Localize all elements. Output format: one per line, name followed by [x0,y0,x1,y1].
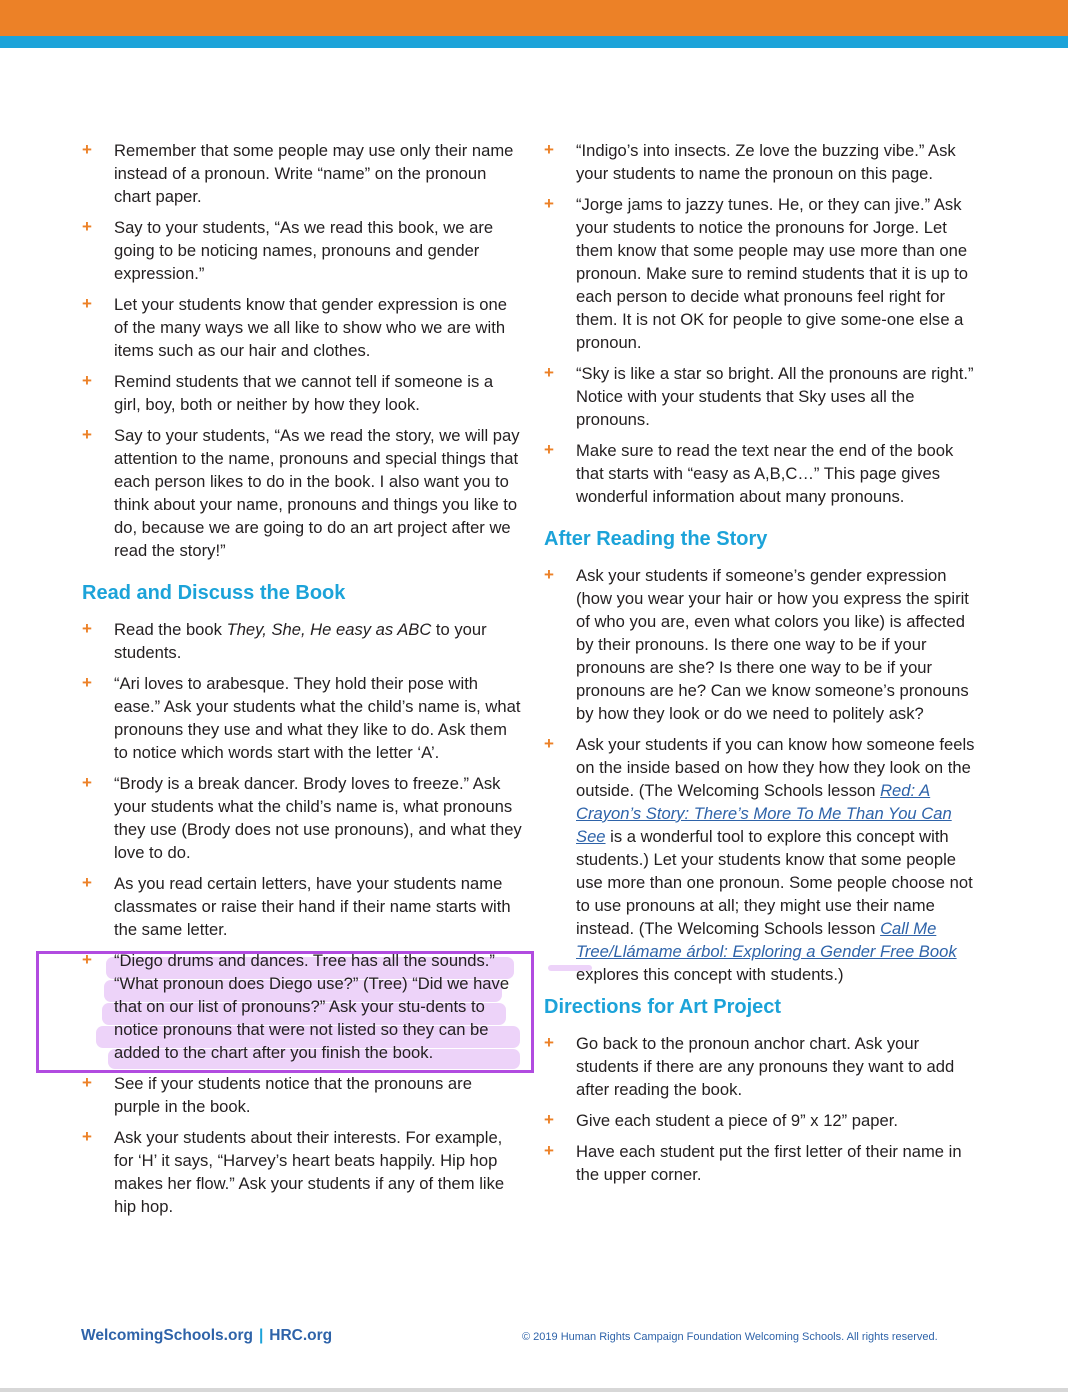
list-item: + Say to your students, “As we read the story, we will pay attention to the name, pronouns and special things that each person likes to do in the book. I also want you to think about your name, pronouns and things you like to do, because we are going to do an art project after we read the story!” [82,425,520,560]
header-blue-band [0,36,1068,48]
list-item: + As you read certain letters, have your students name classmates or raise their hand if their name starts with the same letter. [82,873,511,939]
highlight-annotation-box [36,951,534,1073]
right-column [544,139,976,1194]
plus-bullet-icon: + [82,1073,92,1092]
list-item: + “Indigo’s into insects. Ze love the buzzing vibe.” Ask your students to name the pronoun on this page. [544,140,956,183]
list-item: + Ask your students if someone’s gender expression (how you wear your hair or how you express the spirit of who you are, even what colors you like) is affected by their pronouns. Is there one way to be if your pronouns are she? Is there one way to be if your pronouns are he? Can we know someone’s pronouns by how they look or do we need to politely ask? [544,565,969,723]
plus-bullet-icon: + [544,1110,554,1129]
plus-bullet-icon: + [82,773,92,792]
plus-bullet-icon: + [544,194,554,213]
header-orange-band [0,0,1068,36]
after-reading-list [544,564,976,986]
art-project-heading: Directions for Art Project [544,996,782,1018]
list-item: + Say to your students, “As we read this book, we are going to be noticing names, pronouns and gender expression.” [82,217,494,283]
book-title: They, She, He easy as ABC [226,620,432,639]
list-item: + “Ari loves to arabesque. They hold their pose with ease.” Ask your students what the child’s name is, what pronouns they use and what they like to do. Ask them to notice which words start with the letter ‘A’. [82,673,521,762]
footer-separator: | [258,1327,264,1344]
plus-bullet-icon: + [82,140,92,159]
hrc-link[interactable]: HRC.org [269,1327,333,1344]
plus-bullet-icon: + [82,1127,92,1146]
plus-bullet-icon: + [82,425,92,444]
bottom-divider [0,1388,1068,1392]
list-item: + Remind students that we cannot tell if someone is a girl, boy, both or neither by how they look. [82,371,494,414]
list-item: + Ask your students about their interests. For example, for ‘H’ it says, “Harvey’s heart beats happily. Hip hop makes her flow.” Ask your students if any of them like hip hop. [82,1127,505,1216]
plus-bullet-icon: + [544,1141,554,1160]
plus-bullet-icon: + [544,363,554,382]
list-item: + Give each student a piece of 9” x 12” paper. [544,1110,898,1130]
pronoun-examples-list [544,139,976,508]
plus-bullet-icon: + [544,440,554,459]
plus-bullet-icon: + [544,565,554,584]
list-item: + Have each student put the first letter of their name in the upper corner. [544,1141,962,1184]
call-me-tree-lesson-link[interactable]: Call Me Tree/Llámame árbol: Exploring a Gender Free Book [576,919,957,961]
highlighted-list-item: + “Diego drums and dances. Tree has all the sounds.” “What pronoun does Diego use?” (Tree) “Did we have that on our list of pronouns?” Ask your stu-dents to notice pronouns that were not listed so they can be added to the chart after you finish the book. [82,950,510,1062]
list-item: + Ask your students if you can know how someone feels on the inside based on how they how they look on the outside. (The Welcoming Schools lesson Red: A Crayon’s Story: There’s More To Me Than You Can See is a wonderful tool to explore this concept with students.) Let your students know that some people use more than one pronoun. Some people choose not to use pronouns at all; they might use their name instead. (The Welcoming Schools lesson Call Me Tree/Llámame árbol: Exploring a Gender Free Book explores this concept with students.) [544,734,975,984]
copyright-notice: © 2019 Human Rights Campaign Foundation Welcoming Schools. All rights reserved. [522,1331,938,1343]
plus-bullet-icon: + [82,371,92,390]
plus-bullet-icon: + [82,950,92,969]
plus-bullet-icon: + [82,619,92,638]
plus-bullet-icon: + [82,294,92,313]
plus-bullet-icon: + [544,1033,554,1052]
list-item: + “Sky is like a star so bright. All the pronouns are right.” Notice with your students that Sky uses all the pronouns. [544,363,974,429]
plus-bullet-icon: + [544,140,554,159]
list-item: + Let your students know that gender expression is one of the many ways we all like to show who we are with items such as our hair and clothes. [82,294,507,360]
read-and-discuss-heading: Read and Discuss the Book [82,582,346,604]
list-item: + Remember that some people may use only their name instead of a pronoun. Write “name” on the pronoun chart paper. [82,140,514,206]
list-item: + “Brody is a break dancer. Brody loves to freeze.” Ask your students what the child’s name is, what pronouns they use (Brody does not use pronouns), and what they love to do. [82,773,522,862]
list-item: + Read the book They, She, He easy as ABC to your students. [82,619,487,662]
list-item: + Make sure to read the text near the end of the book that starts with “easy as A,B,C…” This page gives wonderful information about many pronouns. [544,440,954,506]
after-reading-heading: After Reading the Story [544,528,768,550]
read-list [82,618,522,1218]
plus-bullet-icon: + [544,734,554,753]
art-project-list [544,1032,976,1186]
list-item: + “Jorge jams to jazzy tunes. He, or they can jive.” Ask your students to notice the pronouns for Jorge. Let them know that some people may use more than one pronoun. Make sure to remind students that it is up to each person to decide what pronouns feel right for them. It is not OK for people to give some-one else a pronoun. [544,194,969,352]
plus-bullet-icon: + [82,873,92,892]
plus-bullet-icon: + [82,217,92,236]
list-item: + See if your students notice that the pronouns are purple in the book. [82,1073,472,1116]
plus-bullet-icon: + [82,673,92,692]
welcoming-schools-link[interactable]: WelcomingSchools.org [81,1327,253,1344]
intro-list [82,139,522,562]
list-item: + Go back to the pronoun anchor chart. Ask your students if there are any pronouns they want to add after reading the book. [544,1033,955,1099]
red-crayon-lesson-link[interactable]: Red: A Crayon’s Story: There’s More To Me Than You Can See [576,781,952,846]
footer-sites [81,1326,332,1346]
